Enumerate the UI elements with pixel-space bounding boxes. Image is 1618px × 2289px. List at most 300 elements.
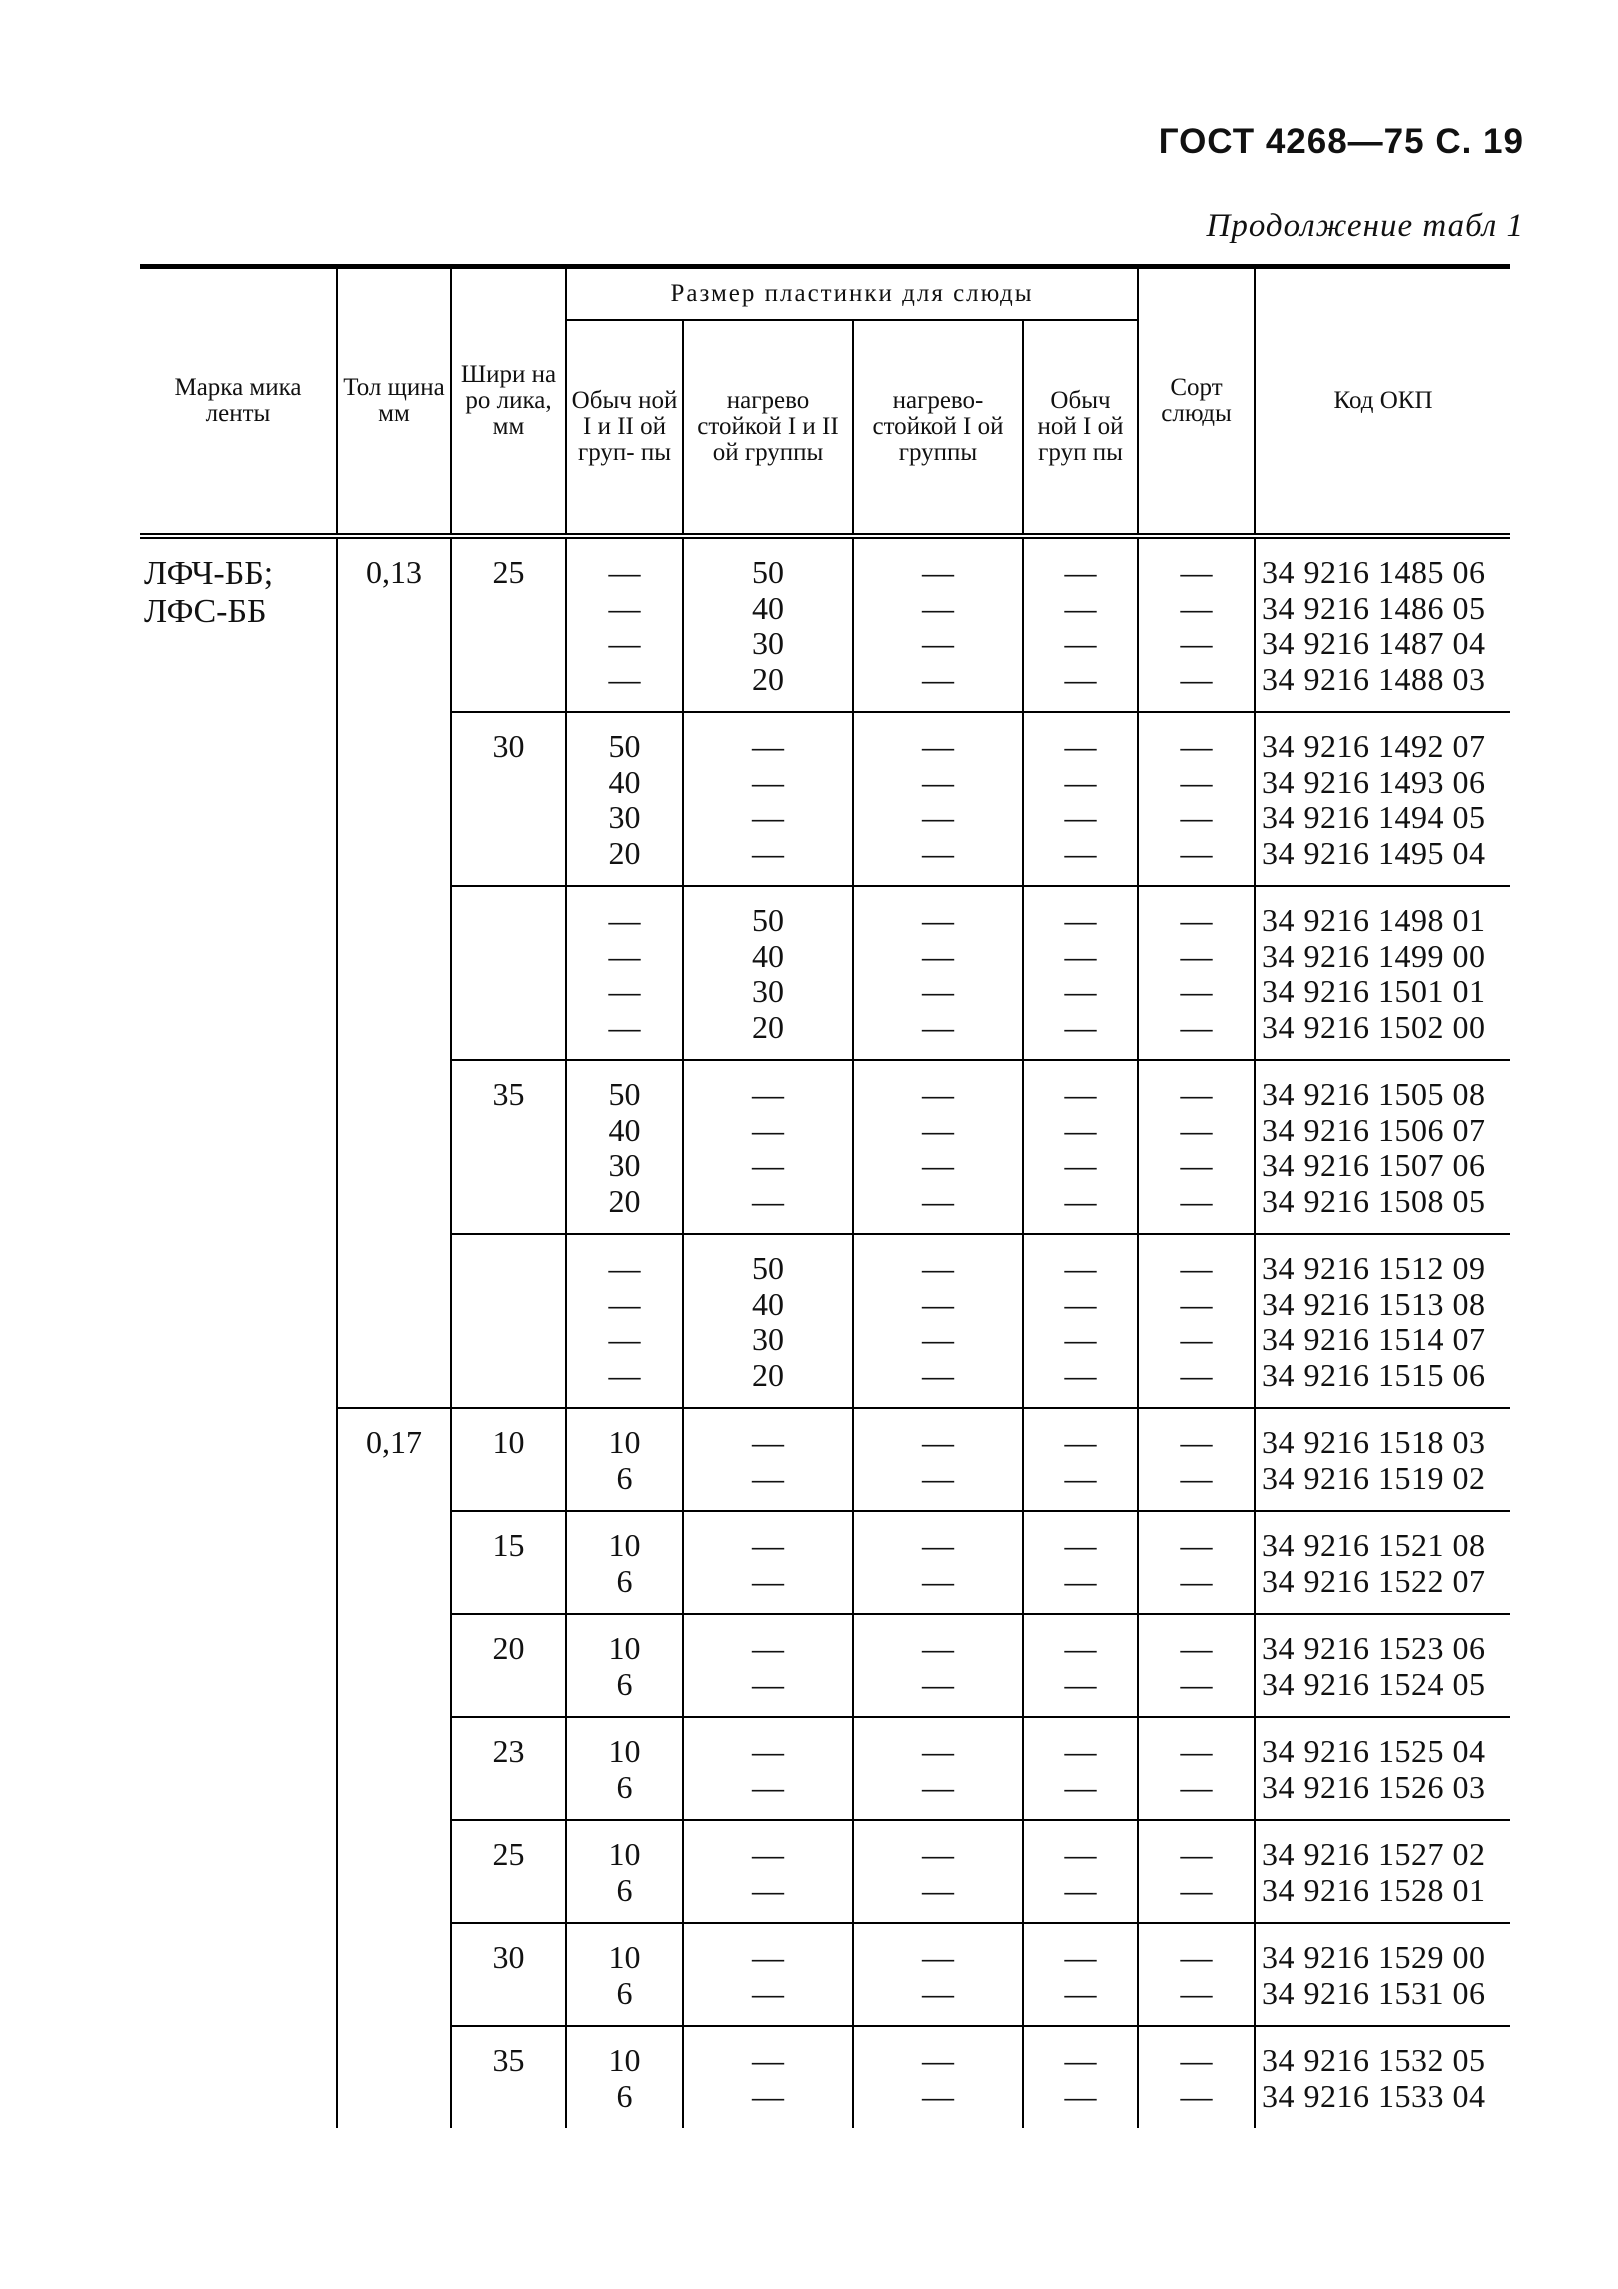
dash-value: —: [922, 1459, 954, 1496]
dash-value: —: [1064, 1630, 1097, 1666]
dash-value: —: [1180, 1974, 1213, 2011]
roll-width-cell: 25: [451, 1820, 566, 1923]
cell-value: 34 9216 1527 02: [1262, 1836, 1486, 1872]
dash-value: —: [1180, 728, 1213, 764]
roll-width-cell: 30: [451, 1923, 566, 2026]
mica-sort-cell: [1138, 1717, 1255, 1820]
roll-width-cell: 35: [451, 2026, 566, 2128]
cell-value: 34 9216 1529 00: [1262, 1939, 1486, 1975]
cell-value: 34 9216 1532 05: [1262, 2042, 1486, 2078]
ordinary-1-cell: [1023, 2026, 1138, 2128]
dash-value: —: [1064, 1076, 1097, 1112]
col-thickness-header: Тол щина мм: [337, 269, 451, 536]
dash-value: —: [922, 1974, 954, 2011]
ordinary-1-2-cell: [566, 1614, 683, 1717]
cell-value: 6: [616, 2077, 633, 2114]
cell-value: 6: [616, 1459, 633, 1496]
mica-tape-table: [140, 264, 1510, 2128]
dash-value: —: [1180, 1630, 1213, 1666]
dash-value: —: [1180, 660, 1213, 697]
okp-code-cell: [1255, 536, 1510, 712]
dash-value: —: [922, 1733, 954, 1769]
col-heat-1-header: нагрево- стойкой I ой группы: [853, 320, 1023, 536]
cell-value: —: [752, 2042, 784, 2078]
table-row: [140, 536, 1510, 712]
ordinary-1-2-cell: [566, 2026, 683, 2128]
table-row: [140, 1820, 1510, 1923]
dash-value: —: [1180, 1871, 1213, 1908]
dash-value: —: [1180, 973, 1213, 1009]
dash-value: —: [922, 1008, 954, 1045]
heat-1-2-cell: [683, 886, 853, 1060]
dash-value: —: [1180, 902, 1213, 938]
dash-value: —: [922, 1665, 954, 1702]
dash-value: —: [1180, 625, 1213, 661]
dash-value: —: [1180, 554, 1213, 590]
cell-value: —: [752, 1111, 784, 1148]
dash-value: —: [1180, 1182, 1213, 1219]
heat-1-cell: [853, 712, 1023, 886]
dash-value: —: [1064, 1111, 1097, 1148]
dash-value: —: [922, 1250, 954, 1286]
cell-value: 20: [608, 1182, 641, 1219]
heat-1-2-cell: [683, 1717, 853, 1820]
cell-value: 34 9216 1525 04: [1262, 1733, 1486, 1769]
dash-value: —: [922, 902, 954, 938]
cell-value: 34 9216 1502 00: [1262, 1008, 1486, 1045]
cell-value: —: [608, 554, 641, 590]
cell-value: 30: [608, 1147, 641, 1183]
ordinary-1-cell: [1023, 1614, 1138, 1717]
mica-sort-cell: [1138, 1511, 1255, 1614]
cell-value: —: [752, 1424, 784, 1460]
cell-value: —: [608, 937, 641, 974]
dash-value: —: [1064, 1459, 1097, 1496]
table-row: [140, 2026, 1510, 2128]
mica-sort-cell: [1138, 886, 1255, 1060]
grade-cell: [140, 1511, 337, 1614]
roll-width-cell: 25: [451, 536, 566, 712]
okp-code-cell: [1255, 1408, 1510, 1511]
dash-value: —: [1064, 1974, 1097, 2011]
roll-width-cell: 35: [451, 1060, 566, 1234]
cell-value: —: [608, 973, 641, 1009]
cell-value: 30: [752, 1321, 784, 1357]
dash-value: —: [1180, 799, 1213, 835]
cell-value: 10: [608, 1733, 641, 1769]
cell-value: —: [752, 799, 784, 835]
okp-code-cell: [1255, 1820, 1510, 1923]
ordinary-1-2-cell: [566, 1511, 683, 1614]
dash-value: —: [922, 1076, 954, 1112]
cell-value: 34 9216 1506 07: [1262, 1111, 1486, 1148]
cell-value: —: [608, 1285, 641, 1322]
thickness-cell: [337, 1717, 451, 1820]
cell-value: 6: [616, 1974, 633, 2011]
heat-1-cell: [853, 536, 1023, 712]
dash-value: —: [1064, 1836, 1097, 1872]
dash-value: —: [922, 2042, 954, 2078]
grade-cell: [140, 536, 337, 712]
dash-value: —: [1180, 1321, 1213, 1357]
cell-value: 34 9216 1493 06: [1262, 763, 1486, 800]
dash-value: —: [922, 1356, 954, 1393]
heat-1-2-cell: [683, 536, 853, 712]
cell-value: 40: [752, 589, 784, 626]
cell-value: 6: [616, 1768, 633, 1805]
cell-value: 20: [752, 1008, 784, 1045]
cell-value: 34 9216 1533 04: [1262, 2077, 1486, 2114]
mica-sort-cell: [1138, 1234, 1255, 1408]
dash-value: —: [1064, 1250, 1097, 1286]
okp-code-cell: [1255, 1717, 1510, 1820]
ordinary-1-2-cell: [566, 1923, 683, 2026]
heat-1-cell: [853, 1717, 1023, 1820]
cell-value: 34 9216 1531 06: [1262, 1974, 1486, 2011]
dash-value: —: [922, 1630, 954, 1666]
roll-width-cell: [451, 886, 566, 1060]
dash-value: —: [1064, 589, 1097, 626]
cell-value: 34 9216 1523 06: [1262, 1630, 1486, 1666]
dash-value: —: [922, 1424, 954, 1460]
table-row: [140, 712, 1510, 886]
grade-cell: [140, 1820, 337, 1923]
table-continuation-label: Продолжение табл 1: [1206, 208, 1524, 244]
cell-value: 30: [752, 625, 784, 661]
grade-cell: [140, 1614, 337, 1717]
cell-value: —: [752, 728, 784, 764]
cell-value: 34 9216 1521 08: [1262, 1527, 1486, 1563]
cell-value: 34 9216 1513 08: [1262, 1285, 1486, 1322]
heat-1-cell: [853, 1923, 1023, 2026]
cell-value: 50: [752, 554, 784, 590]
table-row: [140, 1717, 1510, 1820]
cell-value: —: [608, 625, 641, 661]
dash-value: —: [1064, 1321, 1097, 1357]
dash-value: —: [922, 589, 954, 626]
dash-value: —: [1064, 1285, 1097, 1322]
dash-value: —: [1180, 1836, 1213, 1872]
cell-value: 34 9216 1526 03: [1262, 1768, 1486, 1805]
dash-value: —: [922, 1939, 954, 1975]
cell-value: 34 9216 1524 05: [1262, 1665, 1486, 1702]
heat-1-cell: [853, 886, 1023, 1060]
cell-value: —: [608, 660, 641, 697]
ordinary-1-cell: [1023, 536, 1138, 712]
cell-value: 10: [608, 1527, 641, 1563]
cell-value: —: [608, 589, 641, 626]
heat-1-cell: [853, 1234, 1023, 1408]
table-row: [140, 1614, 1510, 1717]
ordinary-1-2-cell: [566, 712, 683, 886]
cell-value: —: [752, 763, 784, 800]
cell-value: 40: [752, 937, 784, 974]
dash-value: —: [1180, 937, 1213, 974]
cell-value: 34 9216 1495 04: [1262, 834, 1486, 871]
dash-value: —: [922, 799, 954, 835]
cell-value: 34 9216 1505 08: [1262, 1076, 1486, 1112]
ordinary-1-2-cell: [566, 1408, 683, 1511]
dash-value: —: [922, 1111, 954, 1148]
cell-value: —: [752, 1871, 784, 1908]
thickness-cell: [337, 1923, 451, 2026]
dash-value: —: [922, 973, 954, 1009]
table-row: [140, 1234, 1510, 1408]
cell-value: 34 9216 1507 06: [1262, 1147, 1486, 1183]
cell-value: 34 9216 1514 07: [1262, 1321, 1486, 1357]
ordinary-1-2-cell: [566, 1060, 683, 1234]
cell-value: 34 9216 1488 03: [1262, 660, 1486, 697]
grade-cell: [140, 1060, 337, 1234]
heat-1-cell: [853, 2026, 1023, 2128]
cell-value: 34 9216 1515 06: [1262, 1356, 1486, 1393]
roll-width-cell: 20: [451, 1614, 566, 1717]
table-row: [140, 1060, 1510, 1234]
grade-label: ЛФЧ-ББ; ЛФС-ББ: [144, 555, 274, 630]
dash-value: —: [1180, 1147, 1213, 1183]
thickness-cell: [337, 1234, 451, 1408]
cell-value: 6: [616, 1562, 633, 1599]
dash-value: —: [922, 1285, 954, 1322]
cell-value: 10: [608, 1939, 641, 1975]
cell-value: —: [752, 1768, 784, 1805]
heat-1-2-cell: [683, 1060, 853, 1234]
grade-cell: [140, 886, 337, 1060]
dash-value: —: [1064, 1939, 1097, 1975]
dash-value: —: [1180, 1076, 1213, 1112]
dash-value: —: [922, 937, 954, 974]
okp-code-cell: [1255, 1234, 1510, 1408]
grade-cell: [140, 1234, 337, 1408]
heat-1-2-cell: [683, 1408, 853, 1511]
mica-sort-cell: [1138, 712, 1255, 886]
cell-value: 34 9216 1522 07: [1262, 1562, 1486, 1599]
dash-value: —: [1064, 728, 1097, 764]
dash-value: —: [1180, 1285, 1213, 1322]
dash-value: —: [922, 625, 954, 661]
spec-table: [140, 269, 1510, 2128]
dash-value: —: [1064, 1147, 1097, 1183]
dash-value: —: [1180, 1459, 1213, 1496]
dash-value: —: [1180, 2042, 1213, 2078]
cell-value: 50: [752, 1250, 784, 1286]
dash-value: —: [1064, 1008, 1097, 1045]
cell-value: 34 9216 1494 05: [1262, 799, 1486, 835]
col-roll-width-header: Шири на ро лика, мм: [451, 269, 566, 536]
okp-code-cell: [1255, 2026, 1510, 2128]
grade-cell: [140, 1408, 337, 1511]
roll-width-cell: 23: [451, 1717, 566, 1820]
col-mica-sort-header: Сорт слюды: [1138, 269, 1255, 536]
dash-value: —: [1180, 1665, 1213, 1702]
mica-sort-cell: [1138, 1820, 1255, 1923]
cell-value: 20: [752, 660, 784, 697]
grade-cell: [140, 1923, 337, 2026]
dash-value: —: [1064, 1665, 1097, 1702]
cell-value: 34 9216 1498 01: [1262, 902, 1486, 938]
cell-value: —: [752, 834, 784, 871]
cell-value: —: [608, 902, 641, 938]
ordinary-1-cell: [1023, 886, 1138, 1060]
okp-code-cell: [1255, 1614, 1510, 1717]
heat-1-2-cell: [683, 712, 853, 886]
table-row: [140, 886, 1510, 1060]
dash-value: —: [1180, 2077, 1213, 2114]
ordinary-1-cell: [1023, 1717, 1138, 1820]
dash-value: —: [1180, 1111, 1213, 1148]
heat-1-cell: [853, 1820, 1023, 1923]
cell-value: —: [752, 1939, 784, 1975]
cell-value: 20: [608, 834, 641, 871]
dash-value: —: [922, 1768, 954, 1805]
mica-sort-cell: [1138, 1923, 1255, 2026]
cell-value: 34 9216 1485 06: [1262, 554, 1486, 590]
cell-value: —: [752, 1182, 784, 1219]
thickness-cell: 0,17: [337, 1408, 451, 1511]
okp-code-cell: [1255, 712, 1510, 886]
mica-sort-cell: [1138, 536, 1255, 712]
dash-value: —: [1064, 1733, 1097, 1769]
ordinary-1-cell: [1023, 1820, 1138, 1923]
dash-value: —: [922, 1562, 954, 1599]
dash-value: —: [922, 763, 954, 800]
roll-width-cell: 30: [451, 712, 566, 886]
dash-value: —: [1064, 1871, 1097, 1908]
okp-code-cell: [1255, 1923, 1510, 2026]
thickness-cell: [337, 1511, 451, 1614]
ordinary-1-cell: [1023, 1060, 1138, 1234]
ordinary-1-2-cell: [566, 1820, 683, 1923]
dash-value: —: [1180, 1250, 1213, 1286]
dash-value: —: [1064, 660, 1097, 697]
cell-value: 6: [616, 1871, 633, 1908]
cell-value: —: [608, 1250, 641, 1286]
cell-value: 40: [752, 1285, 784, 1322]
dash-value: —: [922, 1321, 954, 1357]
dash-value: —: [1064, 2042, 1097, 2078]
ordinary-1-cell: [1023, 712, 1138, 886]
dash-value: —: [1064, 1356, 1097, 1393]
dash-value: —: [1064, 1182, 1097, 1219]
dash-value: —: [922, 2077, 954, 2114]
ordinary-1-cell: [1023, 1511, 1138, 1614]
cell-value: 34 9216 1487 04: [1262, 625, 1486, 661]
heat-1-cell: [853, 1511, 1023, 1614]
thickness-cell: [337, 712, 451, 886]
dash-value: —: [1180, 1939, 1213, 1975]
heat-1-cell: [853, 1614, 1023, 1717]
dash-value: —: [1064, 937, 1097, 974]
cell-value: —: [608, 1321, 641, 1357]
dash-value: —: [1180, 589, 1213, 626]
cell-value: 50: [608, 728, 641, 764]
mica-sort-cell: [1138, 2026, 1255, 2128]
grade-cell: [140, 2026, 337, 2128]
col-heat-1-2-header: нагрево стойкой I и II ой группы: [683, 320, 853, 536]
ordinary-1-2-cell: [566, 886, 683, 1060]
cell-value: 6: [616, 1665, 633, 1702]
thickness-cell: [337, 1060, 451, 1234]
ordinary-1-2-cell: [566, 1234, 683, 1408]
roll-width-cell: 15: [451, 1511, 566, 1614]
dash-value: —: [1064, 554, 1097, 590]
dash-value: —: [922, 728, 954, 764]
cell-value: —: [752, 1147, 784, 1183]
dash-value: —: [1064, 834, 1097, 871]
cell-value: 34 9216 1501 01: [1262, 973, 1486, 1009]
dash-value: —: [922, 1182, 954, 1219]
grade-cell: [140, 712, 337, 886]
cell-value: 34 9216 1492 07: [1262, 728, 1486, 764]
cell-value: —: [752, 1527, 784, 1563]
roll-width-cell: [451, 1234, 566, 1408]
cell-value: 34 9216 1486 05: [1262, 589, 1486, 626]
thickness-cell: 0,13: [337, 536, 451, 712]
dash-value: —: [922, 1836, 954, 1872]
table-row: [140, 1923, 1510, 2026]
dash-value: —: [1064, 1424, 1097, 1460]
cell-value: —: [752, 1733, 784, 1769]
cell-value: 34 9216 1528 01: [1262, 1871, 1486, 1908]
table-row: [140, 1408, 1510, 1511]
dash-value: —: [922, 1527, 954, 1563]
cell-value: 30: [608, 799, 641, 835]
okp-code-cell: [1255, 1060, 1510, 1234]
grade-cell: [140, 1717, 337, 1820]
col-okp-code-header: Код ОКП: [1255, 269, 1510, 536]
heat-1-2-cell: [683, 1234, 853, 1408]
col-ordinary-1-header: Обыч ной I ой груп пы: [1023, 320, 1138, 536]
thickness-cell: [337, 2026, 451, 2128]
dash-value: —: [1180, 1008, 1213, 1045]
cell-value: —: [608, 1008, 641, 1045]
dash-value: —: [1064, 973, 1097, 1009]
page-header: ГОСТ 4268—75 С. 19: [1158, 122, 1524, 161]
ordinary-1-cell: [1023, 1923, 1138, 2026]
dash-value: —: [1180, 1562, 1213, 1599]
roll-width-cell: 10: [451, 1408, 566, 1511]
ordinary-1-cell: [1023, 1234, 1138, 1408]
cell-value: 30: [752, 973, 784, 1009]
ordinary-1-2-cell: [566, 1717, 683, 1820]
dash-value: —: [1180, 763, 1213, 800]
dash-value: —: [1064, 1768, 1097, 1805]
cell-value: —: [608, 1356, 641, 1393]
dash-value: —: [1064, 763, 1097, 800]
ordinary-1-2-cell: [566, 536, 683, 712]
dash-value: —: [922, 834, 954, 871]
dash-value: —: [1180, 1527, 1213, 1563]
cell-value: 10: [608, 1424, 641, 1460]
mica-sort-cell: [1138, 1614, 1255, 1717]
cell-value: 40: [608, 1111, 641, 1148]
dash-value: —: [1064, 625, 1097, 661]
col-grade-header: Марка мика ленты: [140, 269, 337, 536]
thickness-cell: [337, 886, 451, 1060]
cell-value: 40: [608, 763, 641, 800]
col-plate-size-group-header: Размер пластинки для слюды: [566, 269, 1138, 320]
cell-value: 34 9216 1518 03: [1262, 1424, 1486, 1460]
cell-value: 20: [752, 1356, 784, 1393]
dash-value: —: [1180, 1768, 1213, 1805]
table-row: [140, 1511, 1510, 1614]
cell-value: —: [752, 2077, 784, 2114]
dash-value: —: [1064, 902, 1097, 938]
cell-value: 50: [752, 902, 784, 938]
heat-1-cell: [853, 1060, 1023, 1234]
cell-value: 10: [608, 2042, 641, 2078]
heat-1-2-cell: [683, 1820, 853, 1923]
